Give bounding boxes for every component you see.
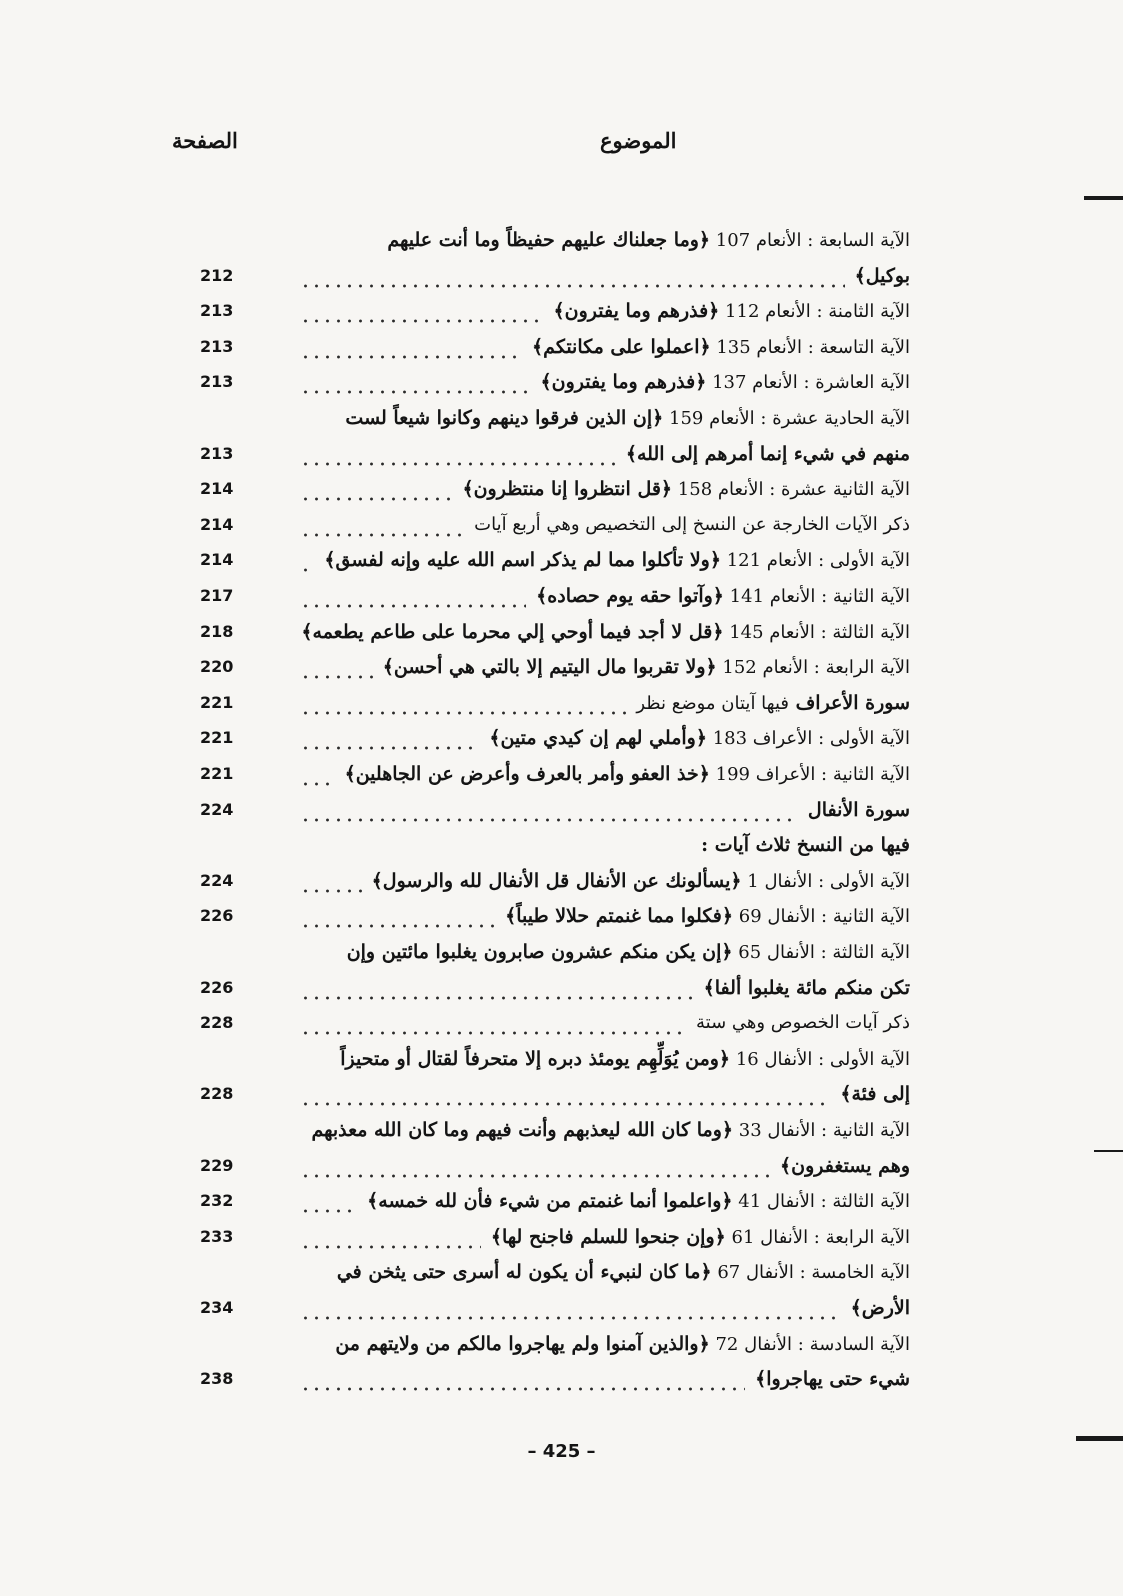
toc-entry-text bbox=[452, 471, 910, 507]
toc-entry-text bbox=[845, 258, 910, 294]
verse-label: الآية السادسة : الأنفال 72 bbox=[709, 1334, 910, 1355]
verse-label: الآية الرابعة : الأنفال 61 bbox=[725, 1227, 910, 1248]
quran-quote: منهم في شيء إنما أمرهم إلى الله﴾ bbox=[625, 443, 910, 465]
toc-page-number: 224 bbox=[200, 871, 234, 890]
toc-entry-line bbox=[300, 1219, 910, 1255]
verse-label: الآية العاشرة : الأنعام 137 bbox=[706, 372, 910, 393]
quran-quote: بوكيل﴾ bbox=[854, 265, 910, 287]
scan-edge-mark bbox=[1076, 1436, 1123, 1441]
verse-label: الآية الأولى : الأنفال 16 bbox=[730, 1049, 910, 1070]
quran-quote: ﴿وأملي لهم إن كيدي متين﴾ bbox=[489, 727, 707, 749]
toc-entry-line bbox=[300, 471, 910, 507]
quran-quote: ﴿فذرهم وما يفترون﴾ bbox=[553, 300, 720, 322]
toc-entry-text bbox=[526, 578, 910, 614]
toc-entry-line bbox=[300, 578, 910, 614]
toc-entry-line bbox=[300, 400, 910, 436]
quran-quote: ﴿إن الذين فرقوا دينهم وكانوا شيعاً لست bbox=[345, 407, 664, 429]
quran-quote: شيء حتى يهاجروا﴾ bbox=[755, 1368, 910, 1390]
toc-entry-text bbox=[337, 934, 910, 970]
verse-label: الآية الثانية عشرة : الأنعام 158 bbox=[672, 479, 910, 500]
verse-label: الآية الحادية عشرة : الأنعام 159 bbox=[663, 408, 910, 429]
toc-page-number: 217 bbox=[200, 586, 234, 605]
toc-entry-line bbox=[300, 1326, 910, 1362]
quran-quote: ﴿فكلوا مما غنمتم حلالا طيباً﴾ bbox=[505, 905, 734, 927]
toc-entry-text bbox=[798, 792, 910, 828]
quran-quote: ﴿وإن جنحوا للسلم فاجنح لها﴾ bbox=[490, 1226, 726, 1248]
toc-entry-text bbox=[362, 863, 910, 899]
toc-page-number: 229 bbox=[200, 1156, 234, 1175]
toc-entry-line bbox=[300, 293, 910, 329]
toc-entry-line bbox=[300, 436, 910, 472]
toc-entry-line bbox=[300, 720, 910, 756]
quran-quote: وهم يستغفرون﴾ bbox=[780, 1155, 910, 1177]
toc-entry-line bbox=[300, 792, 910, 828]
toc-entry-text bbox=[377, 222, 910, 258]
quran-quote: ﴿وما كان الله ليعذبهم وأنت فيهم وما كان الله معذبهم bbox=[311, 1119, 734, 1141]
toc-entry-text bbox=[531, 364, 910, 400]
toc-page-number: 214 bbox=[200, 550, 234, 569]
toc-entry-line bbox=[300, 1254, 910, 1290]
toc-entry-text bbox=[464, 507, 910, 543]
verse-label: الآية الأولى : الأنفال 1 bbox=[741, 871, 910, 892]
toc-entry-text bbox=[745, 1361, 910, 1397]
toc-page-number: 226 bbox=[200, 978, 234, 997]
toc-entry-text bbox=[479, 720, 910, 756]
toc-entry-text bbox=[841, 1290, 910, 1326]
toc-page-number: 214 bbox=[200, 479, 234, 498]
toc-entry-line bbox=[300, 1290, 910, 1326]
toc-page-number: 228 bbox=[200, 1084, 234, 1103]
toc-entry-text bbox=[335, 400, 910, 436]
verse-label: الآية السابعة : الأنعام 107 bbox=[710, 230, 910, 251]
toc-entry-line bbox=[300, 1005, 910, 1041]
quran-quote: تكن منكم مائة يغلبوا ألفا﴾ bbox=[703, 977, 910, 999]
quran-quote: ﴿يسألونك عن الأنفال قل الأنفال لله والرسول﴾ bbox=[371, 870, 742, 892]
toc-page-number: 212 bbox=[200, 266, 234, 285]
verse-label: الآية التاسعة : الأنعام 135 bbox=[710, 337, 910, 358]
toc-page-number: 221 bbox=[200, 693, 234, 712]
quran-quote: ﴿ولا تقربوا مال اليتيم إلا بالتي هي أحسن﴾ bbox=[382, 656, 717, 678]
verse-label: ذكر آيات الخصوص وهي ستة bbox=[696, 1012, 910, 1033]
quran-quote: فيها من النسخ ثلاث آيات : bbox=[701, 834, 910, 856]
toc-entry-text bbox=[325, 1326, 910, 1362]
page-number: – 425 – bbox=[527, 1441, 596, 1462]
toc-page-number: 226 bbox=[200, 906, 234, 925]
column-header-page: الصفحة bbox=[172, 128, 238, 153]
quran-quote: ﴿ولا تأكلوا مما لم يذكر اسم الله عليه وإنه لفسق﴾ bbox=[324, 549, 721, 571]
toc-entry-line bbox=[300, 329, 910, 365]
toc-entry-text bbox=[357, 1183, 910, 1219]
verse-label: الآية الثالثة : الأنفال 65 bbox=[732, 942, 910, 963]
toc-entry-text bbox=[314, 542, 910, 578]
toc-entry-text bbox=[335, 756, 910, 792]
toc-page-number: 214 bbox=[200, 515, 234, 534]
toc-entry-text bbox=[616, 436, 910, 472]
toc-page-number: 228 bbox=[200, 1013, 234, 1032]
toc-entry-line bbox=[300, 685, 910, 721]
toc-entry-text bbox=[694, 970, 910, 1006]
verse-label: الآية الثانية : الأنعام 141 bbox=[723, 586, 910, 607]
toc-entry-line bbox=[300, 1148, 910, 1184]
verse-label: الآية الثالثة : الأنعام 145 bbox=[723, 622, 910, 643]
verse-label: الآية الأولى : الأعراف 183 bbox=[706, 728, 910, 749]
toc-entry-line bbox=[300, 258, 910, 294]
toc-page-number: 218 bbox=[200, 622, 234, 641]
toc-entry-text bbox=[373, 649, 910, 685]
scan-edge-mark bbox=[1094, 1150, 1123, 1152]
toc-page-number: 220 bbox=[200, 657, 234, 676]
toc-page-number: 238 bbox=[200, 1369, 234, 1388]
toc-entry-line bbox=[300, 970, 910, 1006]
toc-entry-text bbox=[830, 1076, 910, 1112]
toc-page-number: 221 bbox=[200, 728, 234, 747]
toc-entry-line bbox=[300, 863, 910, 899]
quran-quote: إلى فئة﴾ bbox=[840, 1083, 910, 1105]
toc-entry-text bbox=[301, 1112, 910, 1148]
quran-quote: ﴿اعملوا على مكانتكم﴾ bbox=[532, 336, 711, 358]
toc-entry-line bbox=[300, 1112, 910, 1148]
verse-label: الآية الرابعة : الأنعام 152 bbox=[716, 657, 910, 678]
column-header-topic: الموضوع bbox=[600, 128, 677, 153]
toc-entry-text bbox=[495, 898, 910, 934]
toc-page-number: 213 bbox=[200, 301, 234, 320]
verse-label: الآية الثالثة : الأنفال 41 bbox=[732, 1191, 910, 1212]
toc-page-number: 224 bbox=[200, 800, 234, 819]
quran-quote: ﴿قل لا أجد فيما أوحي إلي محرما على طاعم يطعمه﴾ bbox=[301, 621, 724, 643]
verse-label: الآية الثانية : الأنفال 69 bbox=[733, 906, 910, 927]
toc-entry-line bbox=[300, 898, 910, 934]
toc-entry-line bbox=[300, 1361, 910, 1397]
toc-entry-text bbox=[522, 329, 910, 365]
toc-entry-text bbox=[770, 1148, 910, 1184]
toc-entry-text bbox=[300, 614, 910, 650]
quran-quote: سورة الأنفال bbox=[807, 799, 910, 821]
quran-quote: ﴿وآتوا حقه يوم حصاده﴾ bbox=[536, 585, 724, 607]
toc-entry-line bbox=[300, 649, 910, 685]
toc-entry-line bbox=[300, 756, 910, 792]
toc-entry-text bbox=[481, 1219, 910, 1255]
toc-entry-text bbox=[544, 293, 910, 329]
toc-entry-line bbox=[300, 1041, 910, 1077]
toc-page-number: 232 bbox=[200, 1191, 234, 1210]
quran-quote: ﴿واعلموا أنما غنمتم من شيء فأن لله خمسه﴾ bbox=[367, 1190, 733, 1212]
quran-quote: ﴿وما جعلناك عليهم حفيظاً وما أنت عليهم bbox=[387, 229, 711, 251]
toc-page-number: 213 bbox=[200, 337, 234, 356]
verse-label: الآية الثانية : الأعراف 199 bbox=[709, 764, 910, 785]
toc-entry-line bbox=[300, 542, 910, 578]
toc-entry-line bbox=[300, 222, 910, 258]
quran-quote: ﴿فذرهم وما يفترون﴾ bbox=[540, 371, 707, 393]
toc-entry-line bbox=[300, 827, 910, 863]
toc-entry-line bbox=[300, 1183, 910, 1219]
verse-label: الآية الأولى : الأنعام 121 bbox=[720, 550, 910, 571]
verse-label: الآية الثامنة : الأنعام 112 bbox=[719, 301, 910, 322]
quran-quote: ﴿قل انتظروا إنا منتظرون﴾ bbox=[462, 478, 673, 500]
quran-quote: ﴿ومن يُوَلِّهِم يومئذ دبره إلا متحرفاً لقتال أو متحيزاً bbox=[340, 1048, 731, 1070]
toc-entry-line bbox=[300, 1076, 910, 1112]
verse-label: الآية الخامسة : الأنفال 67 bbox=[711, 1262, 910, 1283]
quran-quote: ﴿والذين آمنوا ولم يهاجروا مالكم من ولايتهم من bbox=[335, 1333, 710, 1355]
toc-entry-line bbox=[300, 614, 910, 650]
scan-edge-mark bbox=[1084, 196, 1123, 200]
toc-page-number: 233 bbox=[200, 1227, 234, 1246]
toc-entry-text bbox=[626, 685, 910, 721]
toc-page-number: 213 bbox=[200, 372, 234, 391]
toc-entry-line bbox=[300, 364, 910, 400]
quran-quote: ﴿خذ العفو وأمر بالعرف وأعرض عن الجاهلين﴾ bbox=[344, 763, 710, 785]
toc-page-number: 221 bbox=[200, 764, 234, 783]
quran-quote: سورة الأعراف bbox=[788, 692, 910, 714]
toc-entry-line bbox=[300, 934, 910, 970]
verse-label: ذكر الآيات الخارجة عن النسخ إلى التخصيص وهي أربع آيات bbox=[474, 514, 910, 535]
quran-quote: ﴿إن يكن منكم عشرون صابرون يغلبوا مائتين وإن bbox=[346, 941, 733, 963]
toc-entry-text bbox=[330, 1041, 910, 1077]
toc-entry-text bbox=[327, 1254, 910, 1290]
toc-entry-line bbox=[300, 507, 910, 543]
toc-page-number: 213 bbox=[200, 444, 234, 463]
verse-label: فيها آيتان موضع نظر bbox=[636, 693, 789, 714]
toc-entry-text bbox=[686, 1005, 910, 1041]
quran-quote: الأرض﴾ bbox=[850, 1297, 910, 1319]
quran-quote: ﴿ما كان لنبيء أن يكون له أسرى حتى يثخن في bbox=[336, 1261, 712, 1283]
verse-label: الآية الثانية : الأنفال 33 bbox=[733, 1120, 910, 1141]
toc-page-number: 234 bbox=[200, 1298, 234, 1317]
toc-entry-text bbox=[691, 827, 910, 863]
